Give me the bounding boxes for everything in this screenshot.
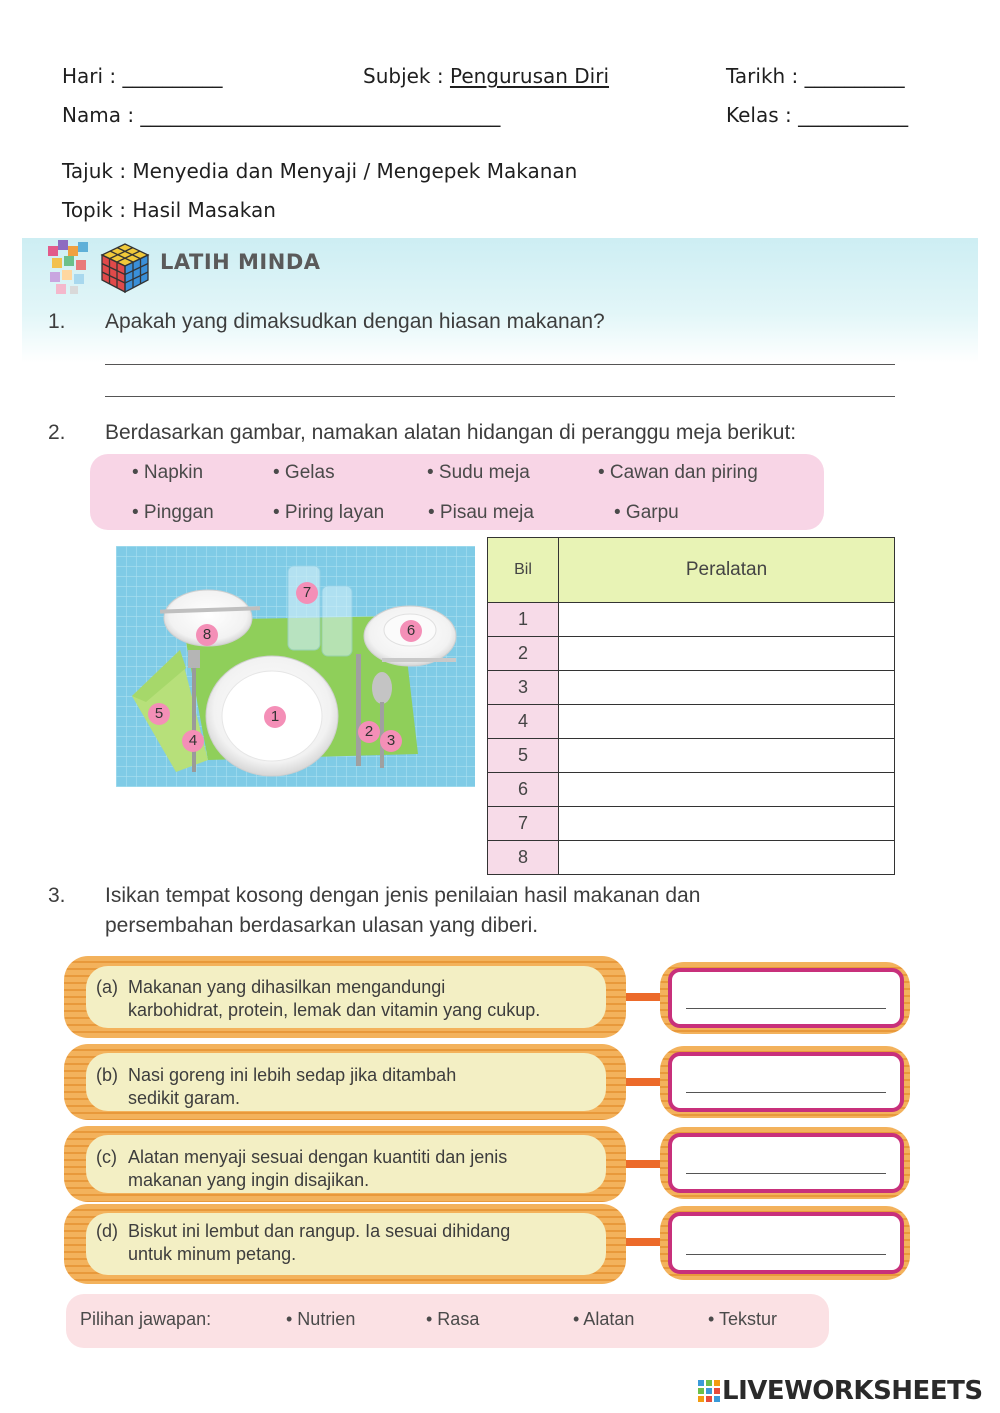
statement-label: (a) [96,977,118,997]
hari-field: Hari : __________ [62,64,223,88]
rubik-cube-icon [98,240,152,294]
row-number: 7 [488,807,559,841]
answer-plank-d [660,1206,910,1280]
statement-plank-a [64,956,626,1038]
option-item: • Garpu [614,502,679,523]
image-label-8: 8 [196,624,218,646]
q2-number: 2. [48,421,66,444]
statement-label: (b) [96,1065,118,1085]
statement-text: Biskut ini lembut dan rangup. Ia sesuai dihidang untuk minum petang. [128,1221,511,1264]
image-label-7: 7 [296,582,318,604]
subjek-label: Subjek : [363,64,444,88]
q3-text-line2: persembahan berdasarkan ulasan yang diberi. [105,914,539,937]
row-number: 5 [488,739,559,773]
liveworksheets-logo: LIVEWORKSHEETS [722,1376,983,1406]
option-item: • Sudu meja [427,462,530,483]
answer-box-c[interactable] [668,1133,904,1193]
liveworksheets-logo-icon [698,1380,720,1402]
option-item: • Piring layan [273,502,385,523]
table-row [488,739,895,773]
q3-text-line1: Isikan tempat kosong dengan jenis penilaian hasil makanan dan [105,884,701,907]
image-label-6: 6 [400,620,422,642]
connector [626,1238,662,1246]
answer-cell[interactable] [559,807,895,841]
table-row [488,773,895,807]
statement-text: Alatan menyaji sesuai dengan kuantiti dan jenis makanan yang ingin disajikan. [128,1147,508,1190]
answer-cell[interactable] [559,773,895,807]
statement-text: Nasi goreng ini lebih sedap jika ditambah sedikit garam. [128,1065,457,1108]
answer-cell[interactable] [559,841,895,875]
image-label-1: 1 [264,706,286,728]
statement-text: Makanan yang dihasilkan mengandungi karbohidrat, protein, lemak dan vitamin yang cukup. [128,977,541,1020]
topik-text: Topik : Hasil Masakan [62,198,276,222]
statement-plank-c [64,1126,626,1202]
tajuk-text: Tajuk : Menyedia dan Menyaji / Mengepek Makanan [62,159,578,183]
choice-item: • Alatan [573,1309,635,1329]
row-number: 2 [488,637,559,671]
row-number: 6 [488,773,559,807]
answer-cell[interactable] [559,637,895,671]
row-number: 4 [488,705,559,739]
image-label-4: 4 [182,730,204,752]
answer-cell[interactable] [559,603,895,637]
option-item: • Pisau meja [428,502,534,523]
nama-field: Nama : ____________________________________ [62,103,501,127]
answer-box-d[interactable] [668,1212,904,1274]
q1-answer-line-2[interactable] [105,396,895,397]
table-row [488,671,895,705]
row-number: 8 [488,841,559,875]
q1-answer-line-1[interactable] [105,364,895,365]
connector [626,1078,662,1086]
pixel-decoration [48,240,94,298]
answer-plank-a [660,962,910,1034]
answer-box-b[interactable] [668,1052,904,1112]
choice-item: • Nutrien [286,1309,356,1329]
connector [626,993,662,1001]
answer-choices-box [66,1294,829,1348]
tarikh-field: Tarikh : __________ [726,64,905,88]
statement-label: (c) [96,1147,117,1167]
option-item: • Gelas [273,462,335,483]
image-label-2: 2 [358,721,380,743]
choice-item: • Rasa [426,1309,480,1329]
peralatan-table [487,537,895,875]
answer-plank-b [660,1046,910,1118]
statement-plank-d [64,1204,626,1284]
q1-number: 1. [48,310,66,333]
table-row [488,841,895,875]
table-row [488,637,895,671]
q2-options-box [90,454,824,530]
row-number: 1 [488,603,559,637]
q3-number: 3. [48,884,66,907]
answer-box-a[interactable] [668,968,904,1028]
image-label-3: 3 [380,730,402,752]
choice-item: • Tekstur [708,1309,777,1329]
option-item: • Cawan dan piring [598,462,758,483]
q2-text: Berdasarkan gambar, namakan alatan hidangan di peranggu meja berikut: [105,421,797,444]
col-bil-header: Bil [488,538,559,603]
table-row [488,603,895,637]
option-item: • Pinggan [132,502,214,523]
table-row [488,705,895,739]
table-row [488,807,895,841]
q1-text: Apakah yang dimaksudkan dengan hiasan makanan? [105,310,605,333]
table-setting-image [116,546,475,787]
image-label-5: 5 [148,703,170,725]
statement-label: (d) [96,1221,118,1241]
row-number: 3 [488,671,559,705]
answer-cell[interactable] [559,739,895,773]
col-peralatan-header: Peralatan [559,538,895,603]
option-item: • Napkin [132,462,204,483]
subjek-field [363,64,609,88]
statement-plank-b [64,1044,626,1120]
answer-cell[interactable] [559,705,895,739]
subjek-value: Pengurusan Diri [449,64,610,88]
connector [626,1160,662,1168]
banner-title: LATIH MINDA [160,250,321,274]
kelas-field: Kelas : ___________ [726,103,909,127]
choices-label: Pilihan jawapan: [80,1309,212,1329]
answer-plank-c [660,1127,910,1199]
answer-cell[interactable] [559,671,895,705]
